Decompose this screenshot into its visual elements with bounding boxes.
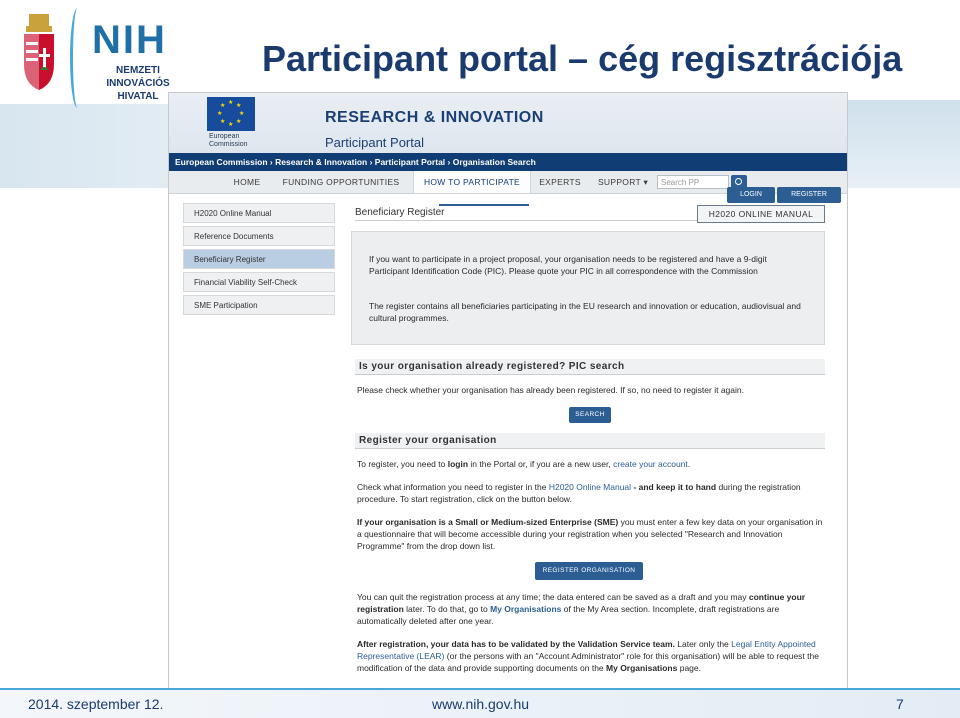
register-paragraph-3 — [357, 516, 827, 552]
nih-logo — [86, 18, 206, 102]
sidebar-item-reference-documents[interactable]: Reference Documents — [183, 226, 335, 246]
reg-p1-c: in the Portal or, if you are a new user, — [468, 459, 614, 469]
pic-search-button[interactable]: SEARCH — [569, 407, 611, 423]
nav-home[interactable]: HOME — [233, 177, 261, 187]
reg-p1-d: . — [687, 459, 691, 469]
reg-p2-b: - and keep it to hand — [631, 482, 717, 492]
reg-p5-e: page. — [677, 663, 701, 673]
portal-header-subtitle: Participant Portal — [325, 135, 424, 150]
reg-p3-b: you must enter a few key data on your organisation in a questionnaire that will become accessible during your registration when you selected "Research and Innovation Programme" from the drop down list. — [357, 517, 823, 551]
reg-p5-d: My Organisations — [606, 663, 678, 673]
register-organisation-heading: Register your organisation — [355, 433, 825, 449]
register-button[interactable]: REGISTER — [777, 187, 841, 203]
pic-search-heading: Is your organisation already registered? PIC search — [355, 359, 825, 375]
nav-experts[interactable]: EXPERTS — [539, 177, 581, 187]
nih-subtitle-line-1: NEMZETI INNOVÁCIÓS — [106, 65, 170, 89]
online-manual-button[interactable]: H2020 ONLINE MANUAL — [697, 205, 825, 223]
heading-tab-indicator — [439, 204, 529, 206]
my-organisations-link[interactable]: My Organisations — [490, 604, 562, 614]
sidebar-item-financial-viability[interactable]: Financial Viability Self-Check — [183, 272, 335, 292]
info-paragraph-2: The register contains all beneficiaries participating in the EU research and innovation or education, audiovisual and cultural programmes. — [369, 301, 801, 323]
register-organisation-button[interactable]: REGISTER ORGANISATION — [535, 562, 643, 580]
reg-p1-login: login — [447, 459, 469, 469]
page-heading: Beneficiary Register — [355, 207, 445, 218]
nav-how-to-participate[interactable]: HOW TO PARTICIPATE — [413, 171, 531, 193]
h2020-manual-link[interactable]: H2020 Online Manual — [548, 482, 632, 492]
background-strip-right — [844, 100, 960, 188]
reg-p2-c: during the registration procedure. To start registration, click on the button below. — [357, 482, 801, 504]
nih-logo-letters: NIH — [92, 18, 167, 62]
slide-title: Participant portal – cég regisztrációja — [262, 38, 903, 79]
search-input[interactable]: Search PP — [657, 175, 729, 189]
register-paragraph-5 — [357, 638, 827, 674]
ec-text-line-1: European — [209, 133, 240, 140]
ec-logo-text — [209, 133, 248, 149]
sidebar-item-sme-participation[interactable]: SME Participation — [183, 295, 335, 315]
nav-support[interactable]: SUPPORT ▾ — [597, 177, 649, 187]
sidebar — [183, 203, 335, 318]
heading-divider — [355, 220, 701, 221]
portal-header-title: RESEARCH & INNOVATION — [325, 109, 544, 126]
register-paragraph-2 — [357, 481, 827, 505]
reg-p2-a: Check what information you need to register in the — [357, 482, 549, 492]
reg-p3-a: If your organisation is a Small or Medium-sized Enterprise (SME) — [357, 517, 619, 527]
pic-search-text: Please check whether your organisation has already been registered. If so, no need to register it again. — [357, 385, 744, 395]
reg-p1-a: To register, you need to — [357, 459, 448, 469]
footer-date: 2014. szeptember 12. — [28, 696, 164, 712]
info-paragraph-1: If you want to participate in a project proposal, your organisation needs to be registered and have a 9-digit Participant Identification Code (PIC). Please quote your PIC in all correspondence with the Commission — [369, 254, 767, 276]
breadcrumb[interactable]: European Commission › Research & Innovation › Participant Portal › Organisation Search — [169, 153, 847, 171]
logo-arc — [70, 8, 85, 108]
portal-screenshot — [168, 92, 848, 690]
register-paragraph-1 — [357, 458, 827, 470]
hungarian-crest-icon — [20, 14, 58, 90]
sidebar-item-beneficiary-register[interactable]: Beneficiary Register — [183, 249, 335, 269]
page-number: 7 — [896, 696, 904, 712]
reg-p5-c: (or the persons with an "Account Administrator" role for this organisation) will be able to request the modification of the data and provide supporting documents on the — [357, 651, 819, 673]
nav-funding-opportunities[interactable]: FUNDING OPPORTUNITIES — [282, 177, 400, 187]
sidebar-item-h2020-manual[interactable]: H2020 Online Manual — [183, 203, 335, 223]
info-box — [351, 231, 825, 345]
login-button[interactable]: LOGIN — [727, 187, 775, 203]
register-paragraph-4 — [357, 591, 827, 627]
reg-p4-c: later. To do that, go to — [403, 604, 491, 614]
lear-link[interactable]: Legal Entity Appointed Representative (LEAR) — [357, 639, 816, 661]
reg-p4-b: continue your registration — [357, 592, 806, 614]
reg-p5-a: After registration, your data has to be validated by the Validation Service team. — [357, 639, 675, 649]
ec-text-line-2: Commission — [209, 141, 248, 148]
reg-p4-d: of the My Area section. Incomplete, draft registrations are automatically deleted after one year. — [357, 604, 780, 626]
footer-url[interactable]: www.nih.gov.hu — [432, 696, 530, 712]
eu-flag-icon: ★ ★ ★ ★ ★ ★ ★ ★ — [207, 97, 255, 131]
reg-p5-b: Later only the — [674, 639, 732, 649]
create-account-link[interactable]: create your account — [613, 459, 688, 469]
reg-p4-a: You can quit the registration process at any time; the data entered can be saved as a draft and you may — [357, 592, 749, 602]
nih-subtitle-line-2: HIVATAL — [117, 91, 159, 102]
